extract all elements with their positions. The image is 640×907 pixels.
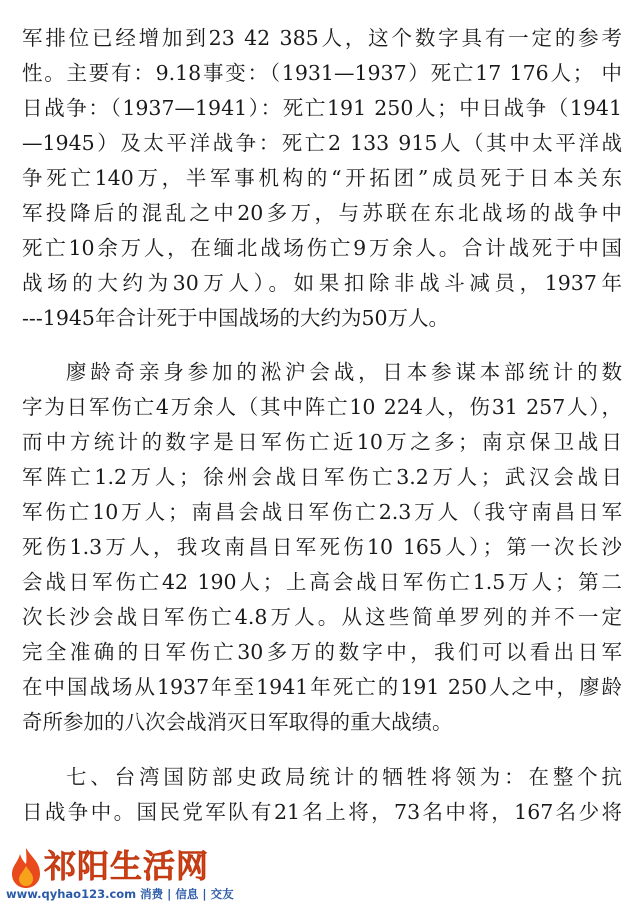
- text-line: 而中方统计的数字是日军伤亡近10万之多；南京保卫战日: [22, 430, 622, 454]
- site-watermark: [0, 840, 260, 907]
- text-line: 死伤1.3万人，我攻南昌日军死伤10 165人）；第一次长沙: [22, 535, 622, 559]
- text-line: 军阵亡1.2万人；徐州会战日军伤亡3.2万人；武汉会战日: [22, 465, 622, 489]
- text-line: 军投降后的混乱之中20多万，与苏联在东北战场的战争中: [22, 201, 622, 225]
- text-line: 奇所参加的八次会战消灭日军取得的重大战绩。: [22, 710, 453, 734]
- text-line: 战场的大约为30万人）。如果扣除非战斗减员，1937年: [22, 271, 622, 295]
- watermark-subtitle: www.qyhao123.com 消费 | 信息 | 交友: [6, 887, 234, 901]
- watermark-title: 祁阳生活网: [44, 847, 210, 885]
- text-line: 死亡10余万人，在缅北战场伤亡9万余人。合计战死于中国: [22, 236, 622, 260]
- text-line: 性。主要有：9.18事变：（1931—1937）死亡17 176人； 中: [22, 61, 622, 85]
- text-line: 廖龄奇亲身参加的淞沪会战，日本参谋本部统计的数: [66, 360, 622, 384]
- text-line: 日战争：（1937—1941）：死亡191 250人；中日战争（1941: [22, 96, 622, 120]
- text-line: 军排位已经增加到23 42 385人，这个数字具有一定的参考: [22, 26, 622, 50]
- text-line: ---1945年合计死于中国战场的大约为50万人。: [22, 306, 450, 330]
- text-line: 会战日军伤亡42 190人；上高会战日军伤亡1.5万人；第二: [22, 570, 622, 594]
- text-line: 次长沙会战日军伤亡4.8万人。从这些简单罗列的并不一定: [22, 605, 622, 629]
- text-line: 完全准确的日军伤亡30多万的数字中，我们可以看出日军: [22, 640, 622, 664]
- text-line: —1945）及太平洋战争：死亡2 133 915人（其中太平洋战: [22, 131, 622, 155]
- text-line: 在中国战场从1937年至1941年死亡的191 250人之中，廖龄: [22, 675, 622, 699]
- text-line: 字为日军伤亡4万余人（其中阵亡10 224人，伤31 257人），: [22, 395, 622, 419]
- text-line: 争死亡140万，半军事机构的“开拓团”成员死于日本关东: [22, 166, 622, 190]
- text-line: 七、台湾国防部史政局统计的牺牲将领为：在整个抗: [66, 765, 622, 789]
- text-line: 日战争中。国民党军队有21名上将，73名中将，167名少将: [22, 800, 622, 824]
- text-line: 军伤亡10万人；南昌会战日军伤亡2.3万人（我守南昌日军: [22, 500, 622, 524]
- flame-logo-icon: [6, 846, 46, 890]
